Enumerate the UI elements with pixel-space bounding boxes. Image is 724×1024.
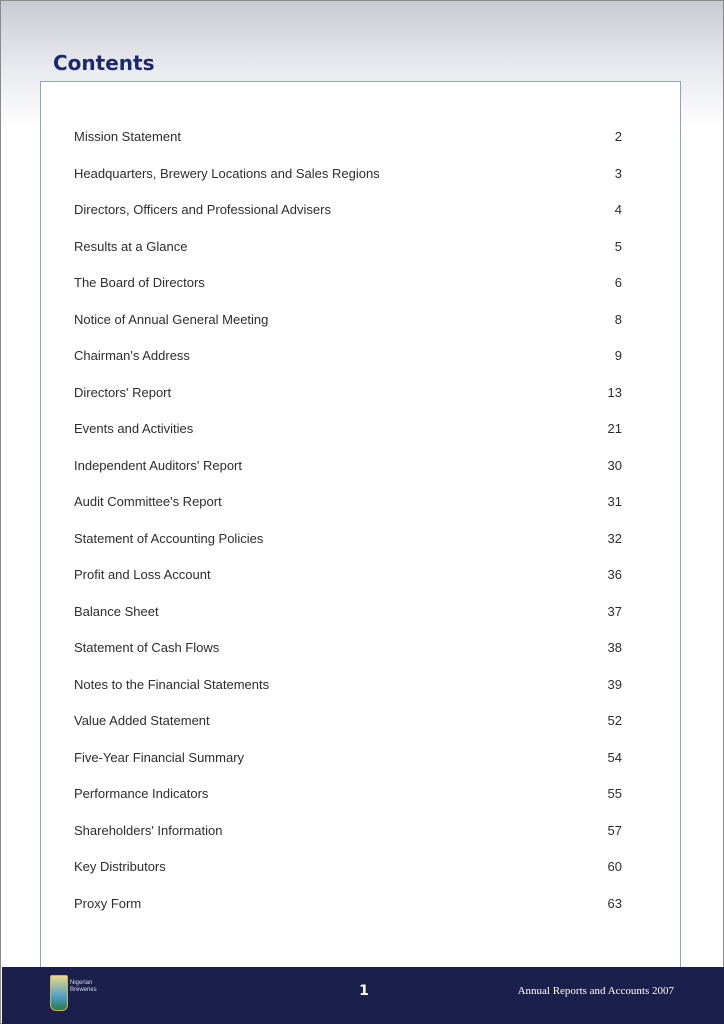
toc-entry-page: 30 [607, 457, 622, 473]
toc-entry-page: 13 [607, 384, 622, 400]
toc-entry-label: Notice of Annual General Meeting [74, 311, 269, 327]
toc-entry-page: 37 [607, 603, 622, 619]
toc-entry-page: 9 [614, 348, 622, 363]
toc-entry-label: Directors' Report [74, 384, 172, 400]
toc-entry-page: 5 [614, 238, 622, 254]
page-title: Contents [53, 51, 155, 75]
toc-entry-label: The Board of Directors [74, 275, 205, 290]
footer-bar [2, 967, 724, 1024]
toc-entry [74, 640, 622, 677]
toc-entry [74, 458, 622, 495]
toc-entry [74, 567, 622, 604]
toc-entry-label: Shareholders' Information [74, 822, 223, 838]
toc-entry-label: Notes to the Financial Statements [74, 676, 270, 692]
toc-entry [74, 859, 622, 896]
toc-entry-label: Value Added Statement [74, 713, 210, 728]
toc-entry-page: 21 [607, 421, 622, 436]
toc-entry-page: 38 [607, 640, 622, 655]
nigerian-breweries-logo-icon [50, 975, 68, 1011]
toc-entry [74, 604, 622, 641]
toc-entry-label: Events and Activities [74, 421, 194, 436]
toc-entry-page: 6 [614, 275, 622, 290]
toc-entry [74, 275, 622, 312]
toc-entry [74, 129, 622, 166]
toc-entry [74, 713, 622, 750]
toc-entry [74, 531, 622, 568]
toc-entry [74, 494, 622, 531]
toc-entry [74, 896, 622, 933]
footer-page-number: 1 [359, 983, 369, 999]
toc-entry-page: 54 [607, 749, 622, 765]
toc-entry-page: 2 [614, 129, 622, 144]
toc-entry-label: Five-Year Financial Summary [74, 749, 245, 765]
toc-entry-page: 39 [607, 676, 622, 692]
toc-entry [74, 202, 622, 239]
toc-entry-label: Independent Auditors' Report [74, 457, 242, 473]
toc-entry-label: Key Distributors [74, 859, 166, 874]
toc-entry-page: 55 [607, 786, 622, 801]
toc-entry-page: 3 [614, 165, 622, 181]
toc-entry [74, 750, 622, 787]
toc-entry-page: 36 [607, 567, 622, 582]
toc-entry-label: Statement of Accounting Policies [74, 530, 264, 546]
toc-entry [74, 239, 622, 276]
toc-entry [74, 166, 622, 203]
toc-entry-page: 63 [607, 895, 622, 911]
footer-report-title: Annual Reports and Accounts 2007 [517, 985, 674, 997]
toc-entry [74, 385, 622, 422]
toc-entry-label: Audit Committee's Report [74, 494, 222, 509]
toc-entry [74, 348, 622, 385]
toc-entry-label: Results at a Glance [74, 238, 188, 254]
toc-entry-label: Proxy Form [74, 895, 142, 911]
toc-entry-label: Statement of Cash Flows [74, 640, 220, 655]
toc-entry-page: 52 [607, 713, 622, 728]
toc-entry-label: Profit and Loss Account [74, 567, 211, 582]
contents-list [74, 129, 622, 932]
toc-entry-label: Directors, Officers and Professional Advisers [74, 202, 331, 217]
toc-entry-page: 31 [607, 494, 622, 509]
toc-entry-label: Balance Sheet [74, 603, 159, 619]
toc-entry-page: 8 [614, 311, 622, 327]
toc-entry-label: Headquarters, Brewery Locations and Sales Regions [74, 165, 380, 181]
toc-entry-page: 4 [614, 202, 622, 217]
toc-entry-page: 32 [607, 530, 622, 546]
toc-entry-label: Performance Indicators [74, 786, 209, 801]
toc-entry [74, 312, 622, 349]
logo-text: Nigerian Breweries [70, 980, 97, 993]
toc-entry-label: Chairman's Address [74, 348, 190, 363]
toc-entry-page: 60 [607, 859, 622, 874]
toc-entry [74, 421, 622, 458]
toc-entry [74, 786, 622, 823]
contents-box [40, 81, 681, 968]
toc-entry [74, 823, 622, 860]
toc-entry [74, 677, 622, 714]
toc-entry-page: 57 [607, 822, 622, 838]
toc-entry-label: Mission Statement [74, 129, 181, 144]
